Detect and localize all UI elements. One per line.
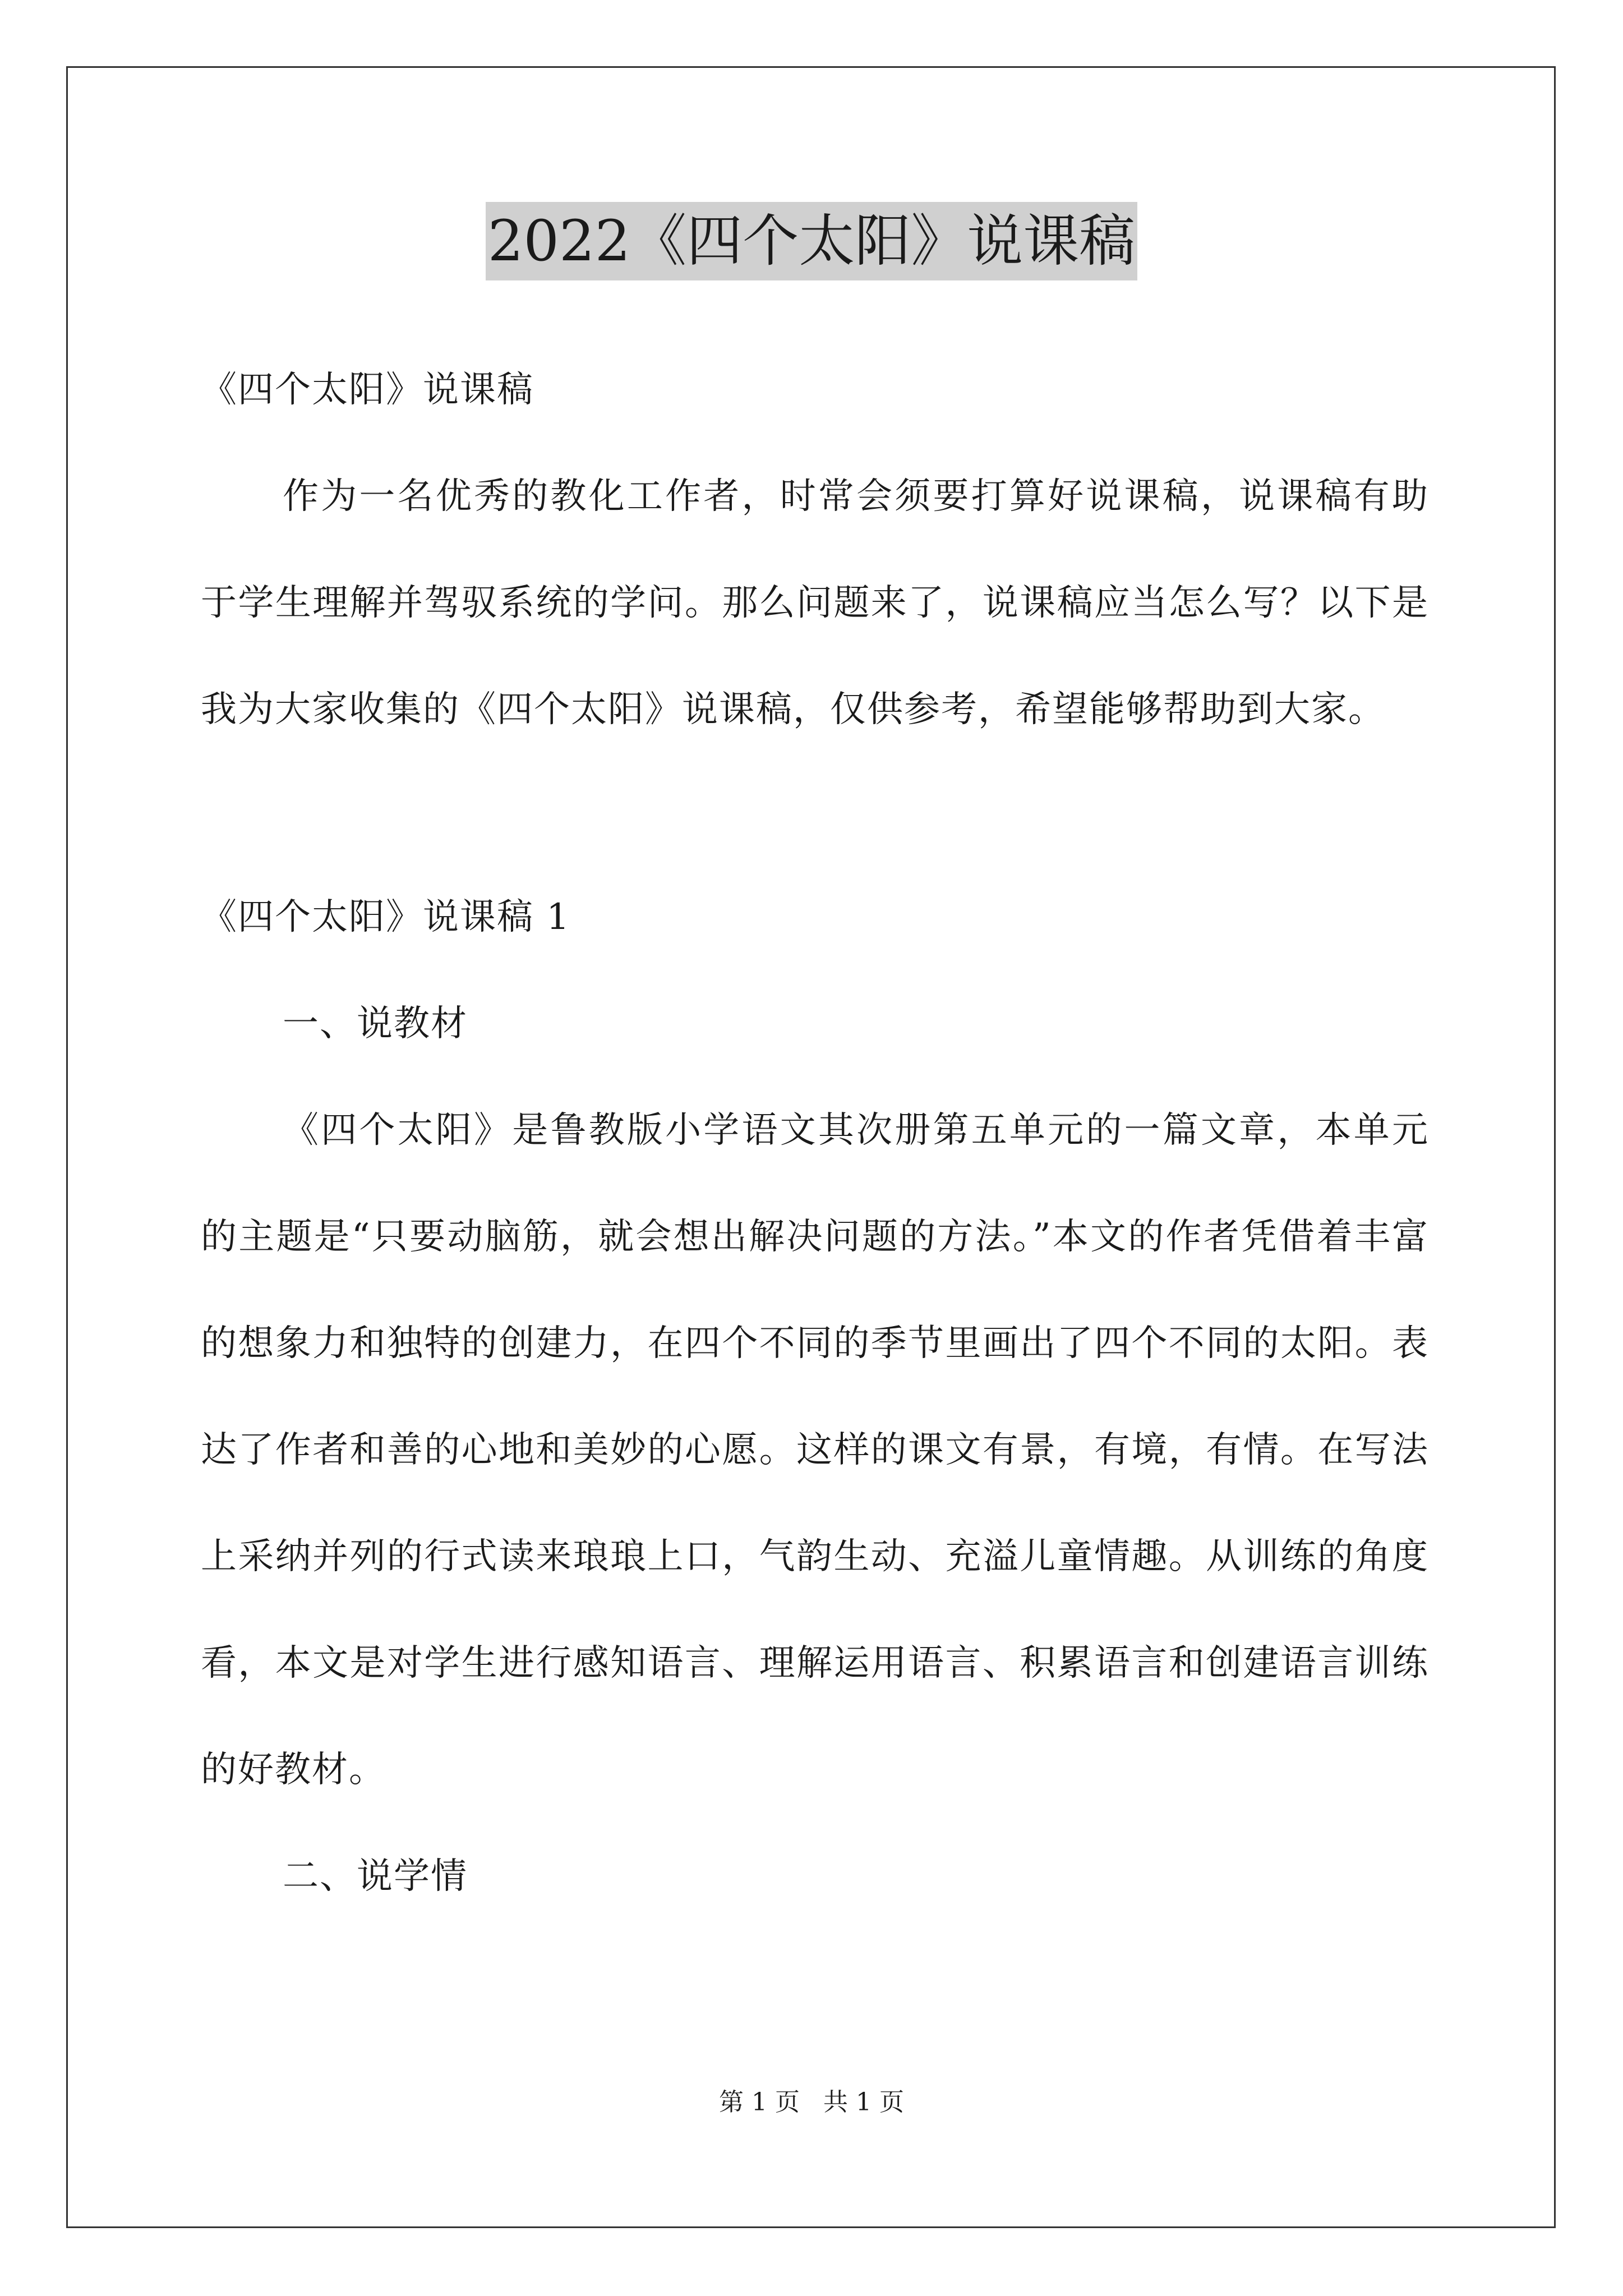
document-body — [201, 337, 1429, 1930]
document-subtitle: 《四个太阳》说课稿 — [201, 369, 534, 411]
page-number-total: 共 1 页 — [823, 2088, 904, 2116]
page-number-current: 第 1 页 — [719, 2088, 800, 2116]
intro-paragraph: 作为一名优秀的教化工作者，时常会须要打算好说课稿，说课稿有助于学生理解并驾驭系统的学问。那么问题来了，说课稿应当怎么写？以下是我为大家收集的《四个太阳》说课稿，仅供参考，希望能够帮助到大家。 — [201, 476, 1429, 730]
document-title: 2022《四个太阳》说课稿 — [486, 202, 1138, 280]
title-container — [0, 202, 1623, 280]
heading-student-situation: 二、说学情 — [283, 1856, 468, 1897]
page-footer — [0, 2086, 1623, 2119]
paragraph-teaching-material: 《四个太阳》是鲁教版小学语文其次册第五单元的一篇文章，本单元的主题是“只要动脑筋，就会想出解决问题的方法。”本文的作者凭借着丰富的想象力和独特的创建力，在四个不同的季节里画出了四个不同的太阳。表达了作者和善的心地和美妙的心愿。这样的课文有景，有境，有情。在写法上采纳并列的行式读来琅琅上口，气韵生动、充溢儿童情趣。从训练的角度看，本文是对学生进行感知语言、理解运用语言、积累语言和创建语言训练的好教材。 — [201, 1110, 1429, 1791]
spacer — [201, 763, 1429, 864]
section-title: 《四个太阳》说课稿 1 — [201, 896, 571, 938]
heading-teaching-material: 一、说教材 — [283, 1003, 468, 1045]
